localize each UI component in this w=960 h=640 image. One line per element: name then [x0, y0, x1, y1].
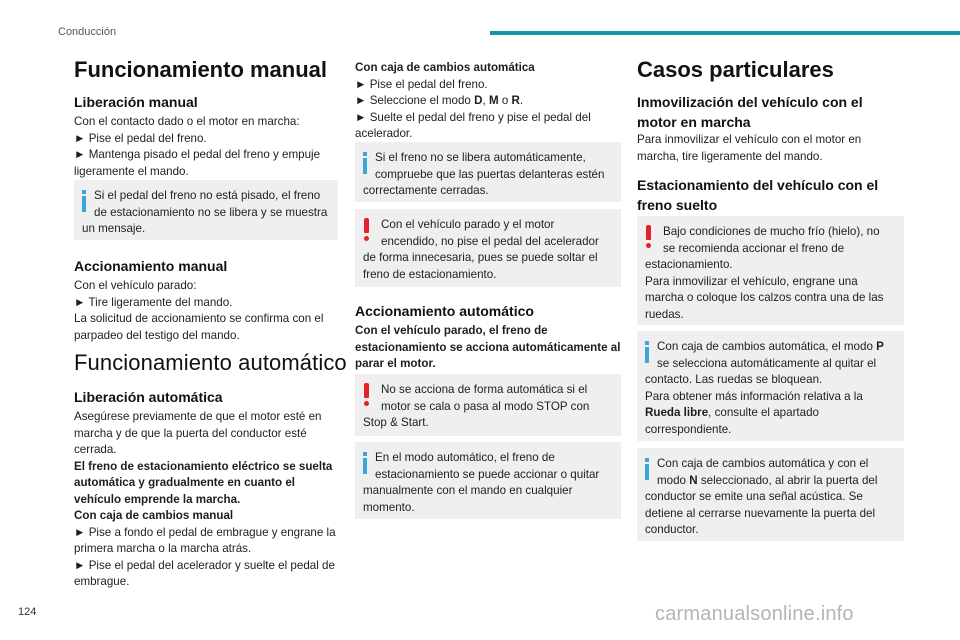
text-bold: El freno de estacionamiento eléctrico se suelta automática y gradualmente en cuanto el vehículo emprende la marcha. [74, 459, 333, 506]
info-note-manual-mode [355, 442, 621, 519]
page-number: 124 [18, 606, 37, 618]
text-step: ► Pise el pedal del freno. [355, 77, 488, 91]
info-note-doors [355, 142, 621, 202]
note-text: En el modo automático, el freno de estacionamiento se puede accionar o quitar manualmente con el mando en cualquier momento. [363, 451, 600, 514]
text-line: Con el contacto dado o el motor en marcha: [74, 115, 300, 128]
inmovilizacion-text: Para inmovilizar el vehículo con el motor en marcha, tire ligeramente del mando. [637, 133, 862, 163]
info-note-mode-p [637, 331, 904, 441]
heading-accionamiento-manual: Accionamiento manual [74, 258, 228, 274]
text-line: ► Tire ligeramente del mando. [74, 295, 233, 309]
text-bold: Con caja de cambios manual [74, 509, 234, 522]
note-text: Para obtener más información relativa a la Rueda libre, consulte el apartado correspondiente. [645, 389, 863, 436]
text-line: ► Pise el pedal del freno. [74, 131, 207, 145]
title-auto: Funcionamiento automático [74, 350, 347, 375]
mode-n-label: N [689, 473, 698, 487]
header-section-title: Conducción [58, 26, 117, 38]
note-text: Para inmovilizar el vehículo, engrane una marcha o coloque los calzos contra una de las ruedas. [645, 274, 884, 321]
note-text: Con caja de cambios automática, el modo [657, 340, 877, 353]
text-intro: Asegúrese previamente de que el motor esté en marcha y de que la puerta del conductor esté cerrada. [74, 410, 322, 456]
mode-p-label: P [876, 340, 884, 353]
text-line: ► Mantenga pisado el pedal del freno y empuje ligeramente el mando. [74, 148, 321, 178]
heading-liberacion-manual: Liberación manual [74, 94, 198, 110]
warning-note-stop-start [355, 374, 621, 436]
info-icon [645, 458, 649, 480]
info-icon [363, 452, 367, 474]
liberacion-auto-text [74, 409, 338, 591]
note-text: Bajo condiciones de mucho frío (hielo), no se recomienda accionar el freno de estacionamiento. [645, 225, 880, 271]
warning-icon [363, 383, 371, 407]
heading-liberacion-auto: Liberación automática [74, 389, 223, 405]
info-note-mode-n [637, 448, 904, 541]
warning-icon [645, 225, 653, 249]
info-icon [363, 152, 367, 174]
note-text: se selecciona automáticamente al quitar el contacto. Las ruedas se bloquean. [645, 356, 877, 386]
text-bold: Con caja de cambios automática [355, 61, 535, 74]
text-line: Con el vehículo parado: [74, 279, 197, 292]
accionamiento-auto-bold: Con el vehículo parado, el freno de estacionamiento se acciona automáticamente al parar el motor. [355, 324, 621, 370]
text-step: ► Pise a fondo el pedal de embrague y engrane la primera marcha o la marcha atrás. [74, 525, 336, 555]
note-text: No se acciona de forma automática si el motor se cala o pasa al modo STOP con Stop & Start. [363, 383, 590, 429]
info-note-pedal [74, 180, 338, 240]
title-manual: Funcionamiento manual [74, 57, 328, 82]
warning-icon [363, 218, 371, 242]
heading-estacionamiento: Estacionamiento del vehículo con el freno suelto [637, 177, 879, 213]
text-line: La solicitud de accionamiento se confirma con el parpadeo del testigo del mando. [74, 312, 324, 342]
accionamiento-manual-text [74, 278, 338, 344]
note-text: Con el vehículo parado y el motor encendido, no pise el pedal del acelerador de forma innecesaria, pues se puede soltar el freno de estacionamiento. [363, 218, 599, 281]
watermark: carmanualsonline.info [655, 603, 854, 625]
header-accent-bar [490, 31, 960, 35]
heading-accionamiento-auto: Accionamiento automático [355, 303, 534, 319]
heading-inmovilizacion: Inmovilización del vehículo con el motor en marcha [637, 94, 863, 130]
warning-note-accelerator [355, 209, 621, 287]
text-step: ► Seleccione el modo D, M o R. [355, 94, 524, 107]
note-text: Con caja de cambios automática y con el modo [657, 457, 869, 487]
note-text: seleccionado, al abrir la puerta del conductor se emite una señal acústica. Se detiene al cerrarse nuevamente la puerta del conductor. [645, 473, 878, 536]
liberacion-manual-text [74, 114, 338, 180]
title-casos: Casos particulares [637, 57, 834, 82]
note-text: Si el pedal del freno no está pisado, el freno de estacionamiento no se libera y se muestra un mensaje. [82, 189, 328, 235]
info-icon [645, 341, 649, 363]
auto-gearbox-steps [355, 60, 621, 143]
text-step: ► Suelte el pedal del freno y pise el pedal del acelerador. [355, 110, 591, 140]
note-text: Si el freno no se libera automáticamente, compruebe que las puertas delanteras estén correctamente cerradas. [363, 151, 605, 197]
text-step: ► Pise el pedal del acelerador y suelte el pedal de embrague. [74, 558, 335, 588]
warning-note-cold [637, 216, 904, 325]
info-icon [82, 190, 86, 212]
